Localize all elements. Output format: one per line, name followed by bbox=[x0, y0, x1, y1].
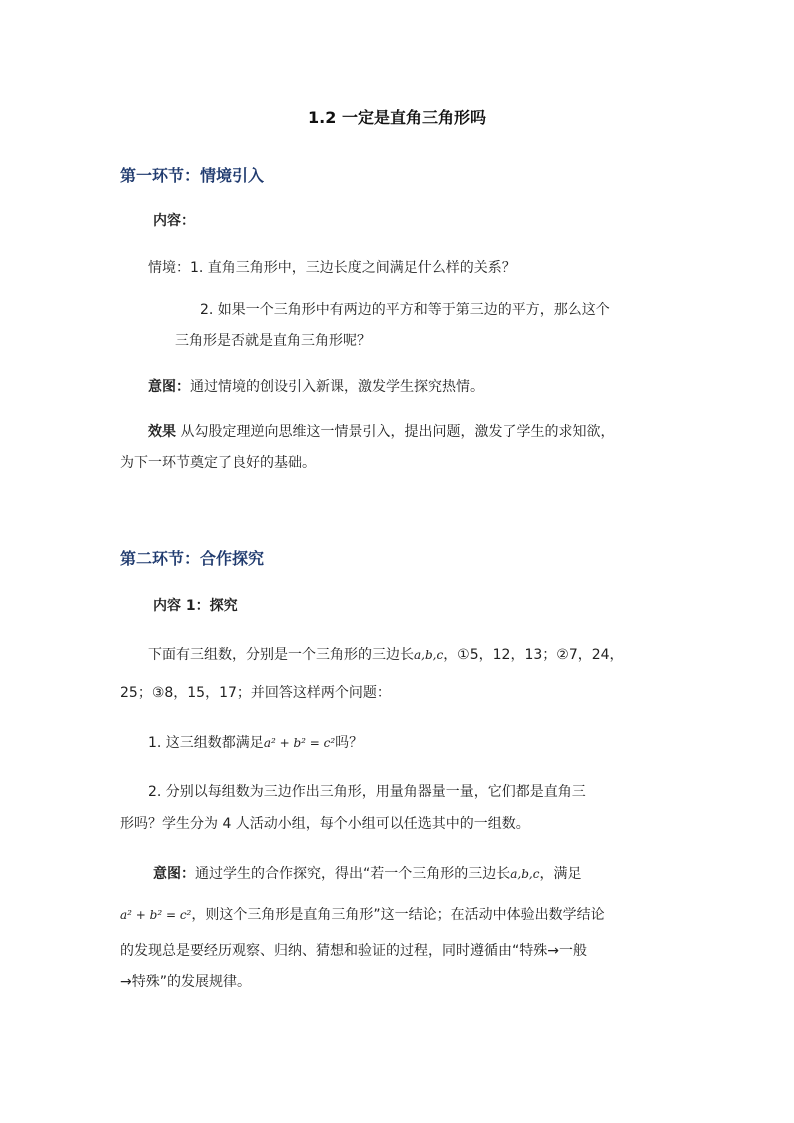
intent-text-pre: 通过学生的合作探究，得出“若一个三角形的三边长 bbox=[195, 866, 511, 882]
abc-math: a,b,c bbox=[510, 867, 540, 881]
pythagorean-formula: a² + b² = c² bbox=[263, 736, 336, 750]
abc-math: a,b,c bbox=[414, 648, 444, 662]
intent-label: 意图： bbox=[148, 379, 190, 395]
scenario-question-1: 1. 直角三角形中，三边长度之间满足什么样的关系？ bbox=[190, 260, 516, 276]
section2-intro-line2: 25；③8，15，17；并回答这样两个问题： bbox=[120, 685, 391, 701]
q1-pre: 1. 这三组数都满足 bbox=[148, 735, 264, 751]
section2-question-2-line1: 2. 分别以每组数为三边作出三角形，用量角器量一量，它们都是直角三 bbox=[148, 784, 586, 800]
section1-content-label: 内容： bbox=[153, 213, 195, 229]
document-title: 1.2 一定是直角三角形吗 bbox=[308, 108, 486, 127]
scenario-label: 情境： bbox=[148, 260, 190, 276]
effect-label: 效果 bbox=[148, 424, 176, 440]
section2-intent-line3: 的发现总是要经历观察、归纳、猜想和验证的过程，同时遵循由“特殊→一般 bbox=[120, 943, 587, 959]
q1-post: 吗？ bbox=[335, 735, 364, 751]
section1-effect-line2: 为下一环节奠定了良好的基础。 bbox=[120, 455, 316, 471]
section1-scenario-q1 bbox=[148, 249, 516, 287]
pythagorean-formula: a² + b² = c² bbox=[120, 908, 192, 922]
intent-label: 意图： bbox=[153, 866, 195, 882]
section1-intent bbox=[148, 368, 484, 406]
section2-content-label: 内容 1：探究 bbox=[153, 598, 238, 614]
section2-intent-line1 bbox=[153, 855, 581, 893]
intro-text-post: ，①5，12，13；②7，24， bbox=[443, 647, 624, 663]
section2-question-1 bbox=[148, 724, 363, 762]
section1-scenario-q2-line1: 2. 如果一个三角形中有两边的平方和等于第三边的平方，那么这个 bbox=[200, 302, 610, 318]
section2-intent-line4: →特殊”的发展规律。 bbox=[120, 974, 251, 990]
section2-intro-line1 bbox=[148, 636, 624, 674]
intent-text-line2: ，则这个三角形是直角三角形”这一结论；在活动中体验出数学结论 bbox=[191, 907, 605, 923]
intent-text: 通过情境的创设引入新课，激发学生探究热情。 bbox=[190, 379, 484, 395]
effect-text: 从勾股定理逆向思维这一情景引入，提出问题，激发了学生的求知欲， bbox=[180, 424, 615, 440]
section1-heading: 第一环节：情境引入 bbox=[120, 166, 265, 185]
section2-intent-line2 bbox=[120, 896, 605, 934]
intent-text-post: ，满足 bbox=[539, 866, 582, 882]
section2-question-2-line2: 形吗？学生分为 4 人活动小组，每个小组可以任选其中的一组数。 bbox=[120, 816, 530, 832]
intro-text-pre: 下面有三组数，分别是一个三角形的三边长 bbox=[148, 647, 414, 663]
section2-heading: 第二环节：合作探究 bbox=[120, 549, 265, 568]
section1-scenario-q2-line2: 三角形是否就是直角三角形呢？ bbox=[175, 333, 371, 349]
